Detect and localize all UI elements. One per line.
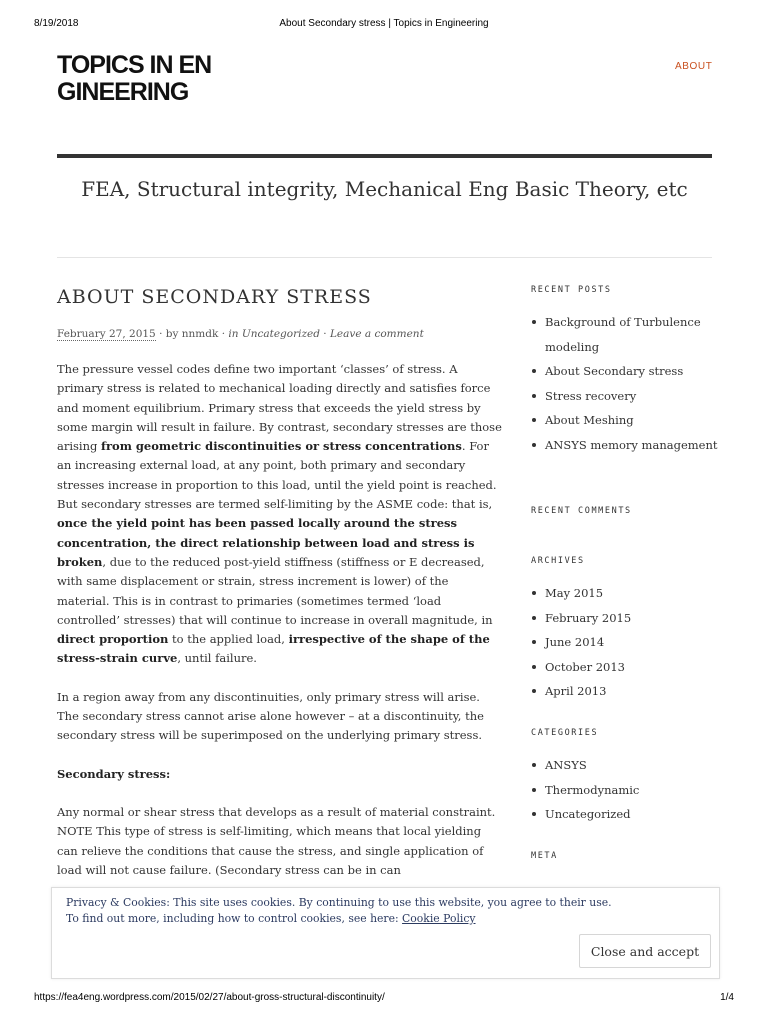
tagline-divider (57, 257, 712, 258)
archive-link[interactable]: May 2015 (531, 581, 721, 606)
print-page-title: About Secondary stress | Topics in Engineering (279, 18, 489, 29)
widget-title-archives: ARCHIVES (531, 556, 585, 566)
recent-post-link[interactable]: About Meshing (531, 408, 721, 433)
leave-comment-link[interactable]: Leave a comment (329, 328, 424, 340)
print-header (0, 0, 768, 29)
archive-link[interactable]: April 2013 (531, 679, 721, 704)
meta-separator: · (323, 328, 327, 340)
widget-title-categories: CATEGORIES (531, 728, 599, 738)
paragraph-4: Any normal or shear stress that develops as a result of material constraint. NOTE This type of stress is self-limiting, which means that local yielding can relieve the conditions that cause the stress, and single application of load will not cause failure. (Secondary stress can be in can (57, 804, 496, 877)
meta-by: · by (159, 328, 179, 340)
bold-stress-strain: irrespective of the shape of the stress-strain curve (57, 632, 490, 666)
print-footer (0, 992, 768, 1012)
archive-link[interactable]: October 2013 (531, 655, 721, 680)
post-content (57, 360, 504, 899)
bold-direct-proportion: direct proportion (57, 632, 169, 647)
site-title[interactable]: TOPICS IN ENGINEERING (57, 51, 212, 106)
post-date-link[interactable]: February 27, 2015 (57, 328, 156, 340)
category-link[interactable]: Uncategorized (531, 802, 721, 827)
cookie-line-2: To find out more, including how to control cookies, see here: Cookie Policy (66, 912, 476, 925)
close-and-accept-button[interactable]: Close and accept (579, 934, 711, 968)
archive-link[interactable]: February 2015 (531, 606, 721, 631)
bold-yield-point: once the yield point has been passed locally around the stress concentration, the direct relationship between load and stress is broken (57, 516, 475, 569)
post-category-link[interactable]: Uncategorized (241, 328, 320, 340)
category-link[interactable]: ANSYS (531, 753, 721, 778)
recent-post-link[interactable]: Background of Turbulence modeling (531, 310, 721, 359)
widget-title-recent-posts: RECENT POSTS (531, 285, 612, 295)
category-link[interactable]: Thermodynamic (531, 778, 721, 803)
recent-post-link[interactable]: About Secondary stress (531, 359, 721, 384)
categories-list (531, 753, 721, 827)
archives-list (531, 581, 721, 704)
print-page-number: 1/4 (720, 992, 734, 1003)
post-meta (57, 328, 424, 340)
cookie-text (66, 895, 666, 927)
cookie-policy-link[interactable]: Cookie Policy (402, 912, 476, 925)
bold-discontinuities: from geometric discontinuities or stress concentrations (101, 439, 462, 454)
post-author-link[interactable]: nnmdk (181, 328, 219, 340)
recent-post-link[interactable]: ANSYS memory management (531, 433, 721, 458)
paragraph-1: The pressure vessel codes define two important ‘classes’ of stress. A primary stress is related to mechanical loading directly and satisfies force and moment equilibrium. Primary stress that exceeds the yield stress by some margin will result in failure. By contrast, secondary stresses are those arising from geometric discontinuities or stress concentrations. For an increasing external load, at any point, both primary and secondary stresses increase in proportion to this load, until the yield point is reached. But secondary stresses are termed self-limiting by the ASME code: that is, once the yield point has been passed locally around the stress concentration, the direct relationship between load and stress is broken, due to the reduced post-yield stiffness (stiffness or E decreased, with same displacement or strain, stress increment is lower) of the material. This is in contrast to primaries (sometimes termed ‘load controlled’ stresses) that will continue to increase in overall magnitude, in direct proportion to the applied load, irrespective of the shape of the stress-strain curve, until failure. (57, 362, 502, 666)
paragraph-heading: Secondary stress: (57, 766, 171, 781)
recent-post-link[interactable]: Stress recovery (531, 384, 721, 409)
print-url: https://fea4eng.wordpress.com/2015/02/27/about-gross-structural-discontinuity/ (34, 992, 385, 1003)
site-tagline: FEA, Structural integrity, Mechanical Eng Basic Theory, etc (81, 177, 688, 201)
archive-link[interactable]: June 2014 (531, 630, 721, 655)
header-divider (57, 154, 712, 158)
cookie-banner (51, 887, 720, 979)
widget-title-meta: META (531, 851, 558, 861)
nav-about-link[interactable]: ABOUT (675, 61, 713, 72)
post-title: ABOUT SECONDARY STRESS (57, 286, 372, 308)
widget-title-recent-comments: RECENT COMMENTS (531, 506, 632, 516)
recent-posts-list (531, 310, 721, 458)
meta-in: · in (221, 328, 239, 340)
cookie-line-1: Privacy & Cookies: This site uses cookies. By continuing to use this website, you agree to their use. (66, 896, 612, 909)
paragraph-2: In a region away from any discontinuities, only primary stress will arise. The secondary stress cannot arise alone however – at a discontinuity, the secondary stress will be superimposed on the underlying primary stress. (57, 689, 484, 743)
print-date: 8/19/2018 (34, 18, 79, 29)
